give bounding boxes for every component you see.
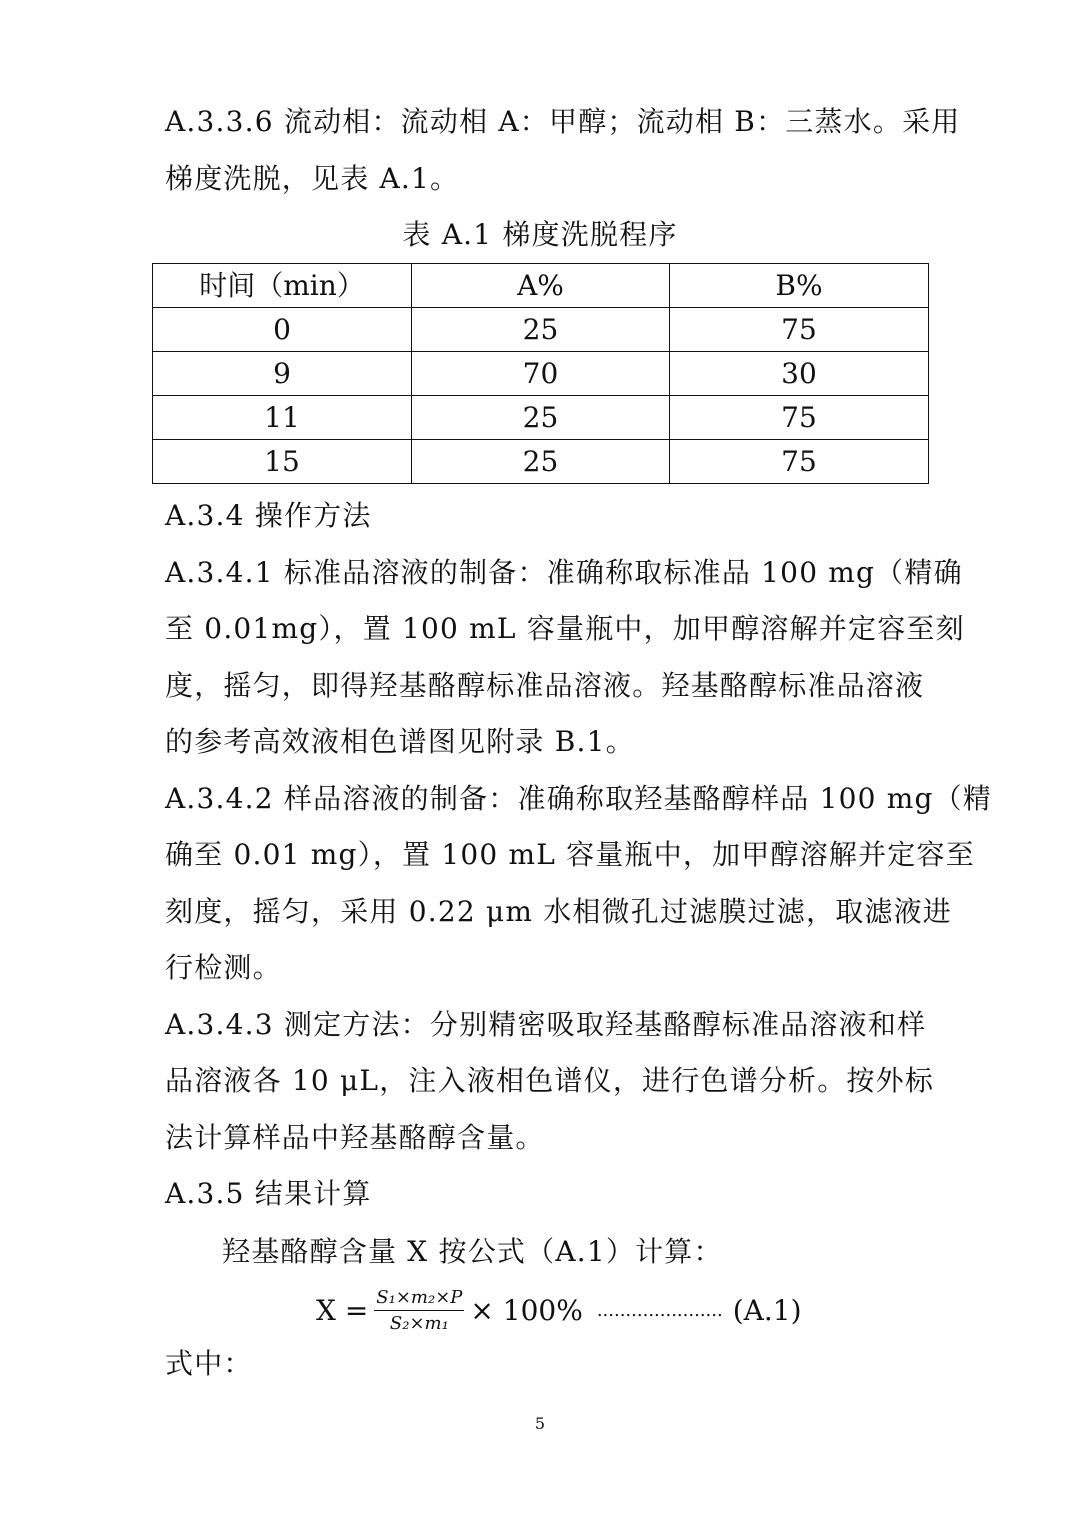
page-number: 5 [534, 1414, 546, 1433]
section-a3342-line4: 行检测。 [165, 951, 282, 984]
section-a335-heading: A.3.5 结果计算 [165, 1177, 372, 1210]
table-cell: 15 [153, 440, 412, 484]
formula-label: (A.1) [732, 1293, 802, 1327]
section-a3342-line3: 刻度，摇匀，采用 0.22 μm 水相微孔过滤膜过滤，取滤液进 [165, 895, 952, 928]
table-cell: 75 [670, 308, 929, 352]
section-a3342-line1: A.3.4.2 样品溶液的制备：准确称取羟基酪醇样品 100 mg（精 [165, 782, 992, 815]
table-cell: 75 [670, 396, 929, 440]
section-a3341-line3: 度，摇匀，即得羟基酪醇标准品溶液。羟基酪醇标准品溶液 [165, 669, 925, 702]
section-a334-heading: A.3.4 操作方法 [165, 499, 372, 532]
section-a336-line2: 梯度洗脱，见表 A.1。 [165, 162, 460, 195]
formula-a1 [316, 1280, 802, 1340]
section-a3341-line4: 的参考高效液相色谱图见附录 B.1。 [165, 725, 635, 758]
table-cell: 75 [670, 440, 929, 484]
formula-denominator: S₂×m₁ [389, 1312, 449, 1334]
section-a3343-line1: A.3.4.3 测定方法：分别精密吸取羟基酪醇标准品溶液和样 [165, 1008, 927, 1041]
section-a3341-line1: A.3.4.1 标准品溶液的制备：准确称取标准品 100 mg（精确 [165, 556, 963, 589]
table-cell: 0 [153, 308, 412, 352]
table-row [153, 396, 929, 440]
section-a3343-line2: 品溶液各 10 μL，注入液相色谱仪，进行色谱分析。按外标 [165, 1064, 935, 1097]
table-header-b: B% [670, 264, 929, 308]
table-cell: 11 [153, 396, 412, 440]
table-row [153, 352, 929, 396]
table-cell: 25 [412, 440, 670, 484]
table-cell: 70 [412, 352, 670, 396]
formula-leader-dots: ...................... [596, 1299, 723, 1321]
table-row [153, 440, 929, 484]
section-a3342-line2: 确至 0.01 mg），置 100 mL 容量瓶中，加甲醇溶解并定容至 [165, 838, 975, 871]
formula-numerator: S₁×m₂×P [374, 1287, 464, 1311]
formula-lhs: X = [316, 1293, 369, 1327]
table-header-time: 时间（min） [153, 264, 412, 308]
section-a3341-line2: 至 0.01mg），置 100 mL 容量瓶中，加甲醇溶解并定容至刻 [165, 612, 965, 645]
table-cell: 25 [412, 308, 670, 352]
table-cell: 9 [153, 352, 412, 396]
table-header-row [153, 264, 929, 308]
section-a3343-line3: 法计算样品中羟基酪醇含量。 [165, 1121, 545, 1154]
formula-rhs: × 100% [470, 1293, 583, 1327]
formula-intro: 羟基酪醇含量 X 按公式（A.1）计算： [222, 1235, 723, 1268]
formula-fraction [374, 1287, 464, 1334]
section-a336-line1: A.3.3.6 流动相：流动相 A：甲醇；流动相 B：三蒸水。采用 [165, 105, 961, 138]
table-header-a: A% [412, 264, 670, 308]
gradient-table [152, 263, 929, 484]
table-row [153, 308, 929, 352]
where-label: 式中： [165, 1347, 253, 1380]
table-caption: 表 A.1 梯度洗脱程序 [402, 218, 678, 251]
table-cell: 25 [412, 396, 670, 440]
table-cell: 30 [670, 352, 929, 396]
